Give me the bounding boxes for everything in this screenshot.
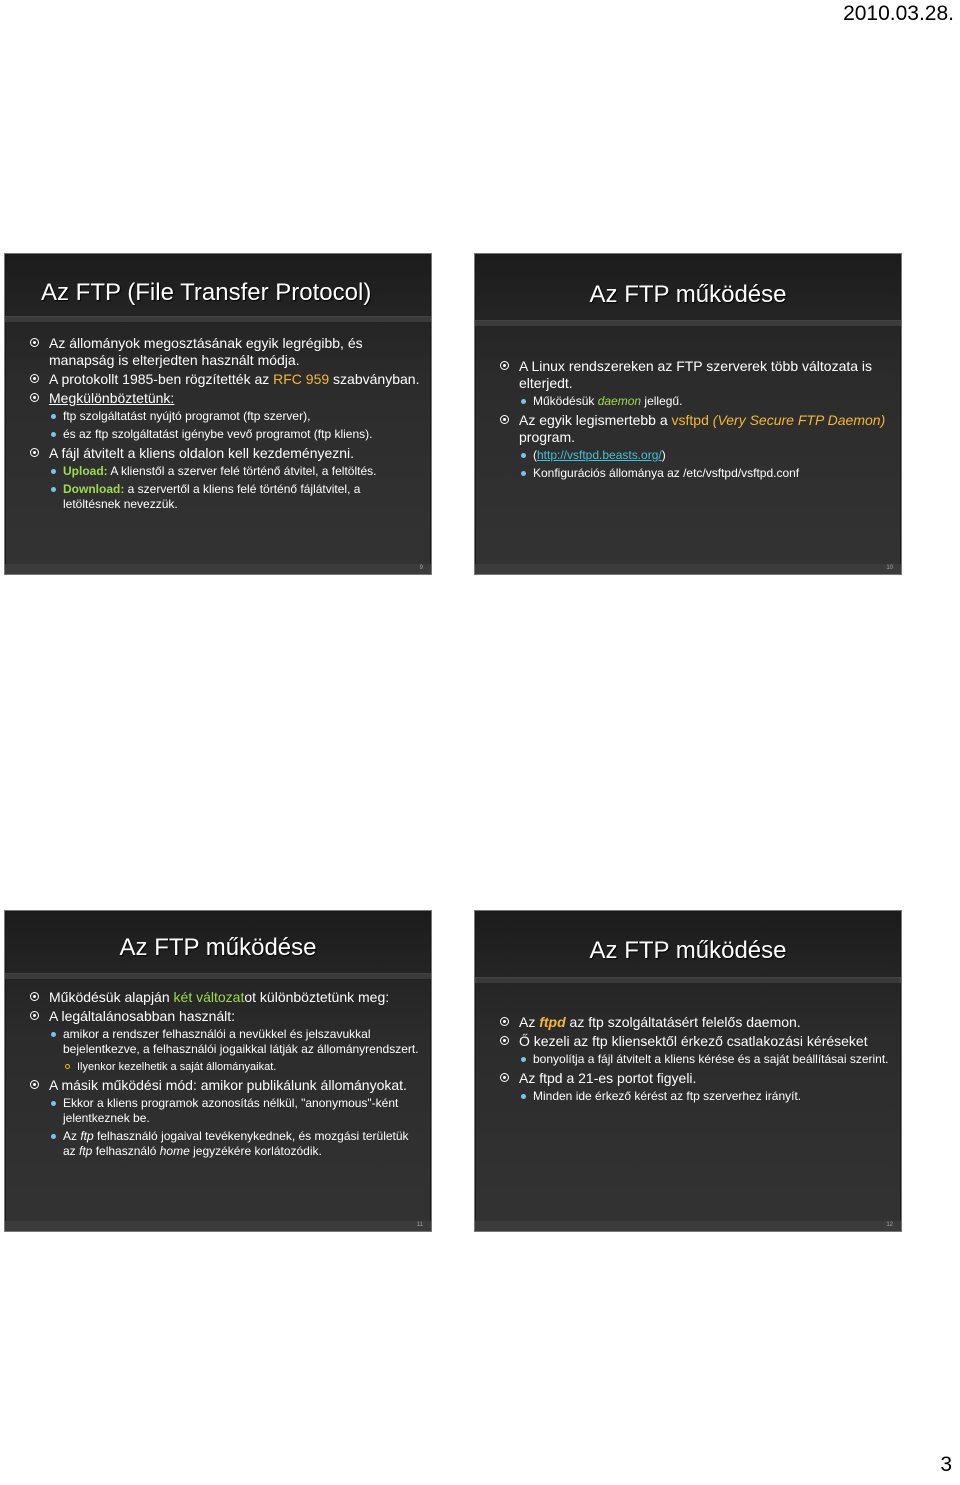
list-item: (http://vsftpd.beasts.org/): [475, 448, 891, 463]
bullet-icon: [51, 432, 56, 437]
list-item: Minden ide érkező kérést az ftp szerverhez irányít.: [475, 1089, 891, 1104]
list-item: Működésük daemon jellegű.: [475, 394, 891, 409]
slide-footer: [5, 1221, 431, 1231]
bullet-icon: [500, 1036, 509, 1045]
slide-9: [4, 253, 432, 575]
list-item: A legáltalánosabban használt:: [5, 1008, 421, 1025]
slide-number: 11: [416, 1222, 423, 1228]
bullet-icon: [51, 1134, 56, 1139]
bullet-icon: [51, 414, 56, 419]
list-item: bonyolítja a fájl átvitelt a kliens kérése és a saját beállításai szerint.: [475, 1052, 891, 1067]
bullet-icon: [521, 1094, 526, 1099]
list-item: Ilyenkor kezelhetik a saját állományaikat.: [5, 1060, 421, 1074]
title-divider: [5, 316, 431, 322]
list-item: A fájl átvitelt a kliens oldalon kell kezdeményezni.: [5, 445, 421, 462]
list-item: Download: a szervertől a kliens felé történő fájlátvitel, a letöltésnek nevezzük.: [5, 482, 421, 512]
list-item: Az ftpd a 21-es portot figyeli.: [475, 1070, 891, 1087]
slide-footer: [5, 564, 431, 574]
title-divider: [475, 977, 901, 983]
bullet-icon: [521, 399, 526, 404]
bullet-icon: [30, 1080, 39, 1089]
bullet-icon: [30, 374, 39, 383]
list-item: Ő kezeli az ftp kliensektől érkező csatlakozási kéréseket: [475, 1033, 891, 1050]
bullet-icon: [30, 338, 39, 347]
bullet-icon: [500, 1073, 509, 1082]
list-item: Upload: A klienstől a szerver felé történő átvitel, a feltöltés.: [5, 464, 421, 479]
list-item: Az ftp felhasználó jogaival tevékenykednek, és mozgási területük az ftp felhasználó home jegyzékére korlátozódik.: [5, 1129, 421, 1159]
bullet-icon: [51, 487, 56, 492]
list-item: Az állományok megosztásának egyik legrégibb, és manapság is elterjedten használt módja.: [5, 335, 421, 369]
slide-10: [474, 253, 902, 575]
list-item: Ekkor a kliens programok azonosítás nélkül, "anonymous"-ként jelentkeznek be.: [5, 1096, 421, 1126]
list-item: Megkülönböztetünk:: [5, 390, 421, 407]
bullet-icon: [500, 361, 509, 370]
vsftpd-link[interactable]: http://vsftpd.beasts.org/: [537, 448, 662, 462]
slide-number: 9: [419, 565, 423, 571]
slide-body: [5, 335, 421, 515]
list-item: A másik működési mód: amikor publikálunk állományokat.: [5, 1077, 421, 1094]
bullet-icon: [30, 1011, 39, 1020]
slide-footer: [475, 564, 901, 574]
bullet-icon: [65, 1064, 70, 1069]
bullet-icon: [51, 1101, 56, 1106]
bullet-icon: [500, 415, 509, 424]
bullet-icon: [500, 1017, 509, 1026]
header-date: 2010.03.28.: [843, 2, 954, 25]
bullet-icon: [51, 1032, 56, 1037]
slide-body: [475, 1014, 891, 1107]
bullet-icon: [30, 448, 39, 457]
slide-title: Az FTP működése: [119, 934, 317, 961]
slide-12: [474, 910, 902, 1232]
title-divider: [475, 320, 901, 326]
slide-title: Az FTP (File Transfer Protocol): [41, 279, 372, 306]
list-item: ftp szolgáltatást nyújtó programot (ftp szerver),: [5, 409, 421, 424]
list-item: A Linux rendszereken az FTP szerverek több változata is elterjedt.: [475, 358, 891, 392]
slide-11: [4, 910, 432, 1232]
list-item: Működésük alapján két változatot különböztetünk meg:: [5, 989, 421, 1006]
slide-number: 10: [886, 565, 893, 571]
page-number: 3: [940, 1453, 952, 1476]
title-divider: [5, 973, 431, 979]
list-item: Konfigurációs állománya az /etc/vsftpd/vsftpd.conf: [475, 466, 891, 481]
bullet-icon: [30, 393, 39, 402]
list-item: és az ftp szolgáltatást igénybe vevő programot (ftp kliens).: [5, 427, 421, 442]
slide-title: Az FTP működése: [589, 281, 787, 308]
slide-title: Az FTP működése: [589, 937, 787, 964]
bullet-icon: [521, 1057, 526, 1062]
list-item: Az egyik legismertebb a vsftpd (Very Secure FTP Daemon) program.: [475, 412, 891, 446]
bullet-icon: [521, 453, 526, 458]
bullet-icon: [521, 471, 526, 476]
bullet-icon: [30, 992, 39, 1001]
slide-body: [5, 989, 421, 1162]
slide-number: 12: [886, 1222, 893, 1228]
slide-footer: [475, 1221, 901, 1231]
slide-body: [475, 358, 891, 484]
bullet-icon: [51, 469, 56, 474]
list-item: Az ftpd az ftp szolgáltatásért felelős daemon.: [475, 1014, 891, 1031]
list-item: amikor a rendszer felhasználói a nevükkel és jelszavukkal bejelentkezve, a felhasználói jogaikkal látják az állományrendszert.: [5, 1027, 421, 1057]
list-item: A protokollt 1985-ben rögzítették az RFC 959 szabványban.: [5, 371, 421, 388]
